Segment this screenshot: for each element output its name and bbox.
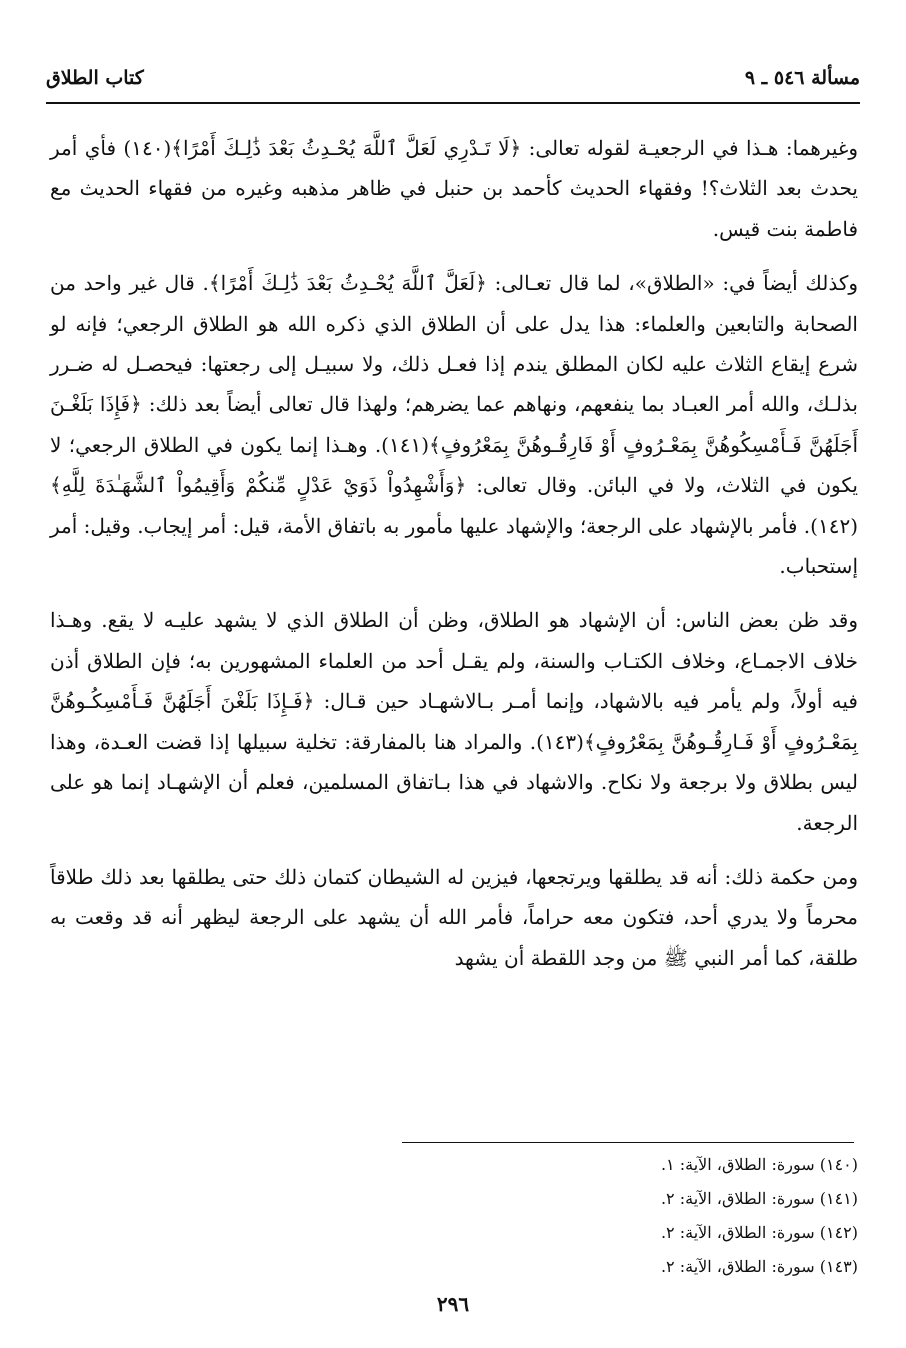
running-header (46, 58, 860, 98)
header-divider (46, 102, 860, 104)
footnote-divider (402, 1142, 854, 1143)
paragraph: وقد ظن بعض الناس: أن الإشهاد هو الطلاق، وظن أن الطلاق الذي لا يشهد عليـه لا يقع. وهـذا خلاف الاجمـاع، وخلاف الكتـاب والسنة، ولم يقـل أحد من العلماء المشهورين به؛ فإن الطلاق أذن فيه أولاً، ولم يأمر فيه بالاشهاد، وإنما أمـر بـالاشهـاد حين قـال: ﴿فَـإِذَا بَلَغْنَ أَجَلَهُنَّ فَـأَمْسِكُـوهُنَّ بِمَعْـرُوفٍ أَوْ فَـارِقُـوهُنَّ بِمَعْرُوفٍ﴾(١٤٣). والمراد هنا بالمفارقة: تخلية سبيلها إذا قضت العـدة، وهذا ليس بطلاق ولا برجعة ولا نكاح. والاشهاد في هذا بـاتفاق المسلمين، فعلم أن الإشهـاد إنما هو على الرجعة. (50, 608, 858, 835)
issue-number-heading: مسألة ٥٤٦ ـ ٩ (744, 67, 860, 89)
book-title-heading: كتاب الطلاق (46, 67, 144, 89)
footnote: (١٤٣) سورة: الطلاق، الآية: ٢. (660, 1257, 858, 1276)
footnote: (١٤٠) سورة: الطلاق، الآية: ١. (660, 1155, 858, 1174)
paragraph: وكذلك أيضاً في: «الطلاق»، لما قال تعـالى: ﴿لَعَلَّ ٱللَّهَ يُحْـدِثُ بَعْدَ ذَٰلِـكَ أَمْرًا﴾. قال غير واحد من الصحابة والتابعين والعلماء: هذا يدل على أن الطلاق الذي ذكره الله هو الطلاق الرجعي؛ فإنه لو شرع إيقاع الثلاث عليه لكان المطلق يندم إذا فعـل ذلك، ولا سبيـل إلى رجعتها: فيحصـل له ضـرر بذلـك، والله أمر العبـاد بما ينفعهم، ونهاهم عما يضرهم؛ ولهذا قال تعالى أيضاً بعد ذلك: ﴿فَإِذَا بَلَغْـنَ أَجَلَهُنَّ فَـأَمْسِكُوهُنَّ بِمَعْـرُوفٍ أَوْ فَارِقُـوهُنَّ بِمَعْرُوفٍ﴾(١٤١). وهـذا إنما يكون في الطلاق الرجعي؛ لا يكون في الثلاث، ولا في البائن. وقال تعالى: ﴿وَأَشْهِدُواْ ذَوَيْ عَدْلٍ مِّنكُمْ وَأَقِيمُواْ ٱلشَّهَـٰدَةَ لِلَّهِ﴾(١٤٢). فأمر بالإشهاد على الرجعة؛ والإشهاد عليها مأمور به باتفاق الأمة، قيل: أمر إيجاب. وقيل: أمر إستحباب. (50, 271, 859, 579)
paragraph: وغيرهما: هـذا في الرجعيـة لقوله تعالى: ﴿لَا تَـدْرِي لَعَلَّ ٱللَّهَ يُحْـدِثُ بَعْدَ ذَٰلِـكَ أَمْرًا﴾(١٤٠) فأي أمر يحدث بعد الثلاث؟! وفقهاء الحديث كأحمد بن حنبل في ظاهر مذهبه وغيره من فقهاء الحديث مع فاطمة بنت قيس. (50, 136, 858, 241)
footnote: (١٤٢) سورة: الطلاق، الآية: ٢. (660, 1223, 858, 1242)
page-number: ٢٩٦ (436, 1292, 470, 1316)
paragraph: ومن حكمة ذلك: أنه قد يطلقها ويرتجعها، فيزين له الشيطان كتمان ذلك حتى يطلقها بعد ذلك طلاقاً محرماً ولا يدري أحد، فتكون معه حراماً، فأمر الله أن يشهد على الرجعة ليظهر أنه قد وقعت به طلقة، كما أمر النبي ﷺ من وجد اللقطة أن يشهد (50, 864, 858, 970)
footnotes (50, 1148, 858, 1284)
footnote: (١٤١) سورة: الطلاق، الآية: ٢. (660, 1189, 858, 1208)
main-text (50, 128, 858, 978)
